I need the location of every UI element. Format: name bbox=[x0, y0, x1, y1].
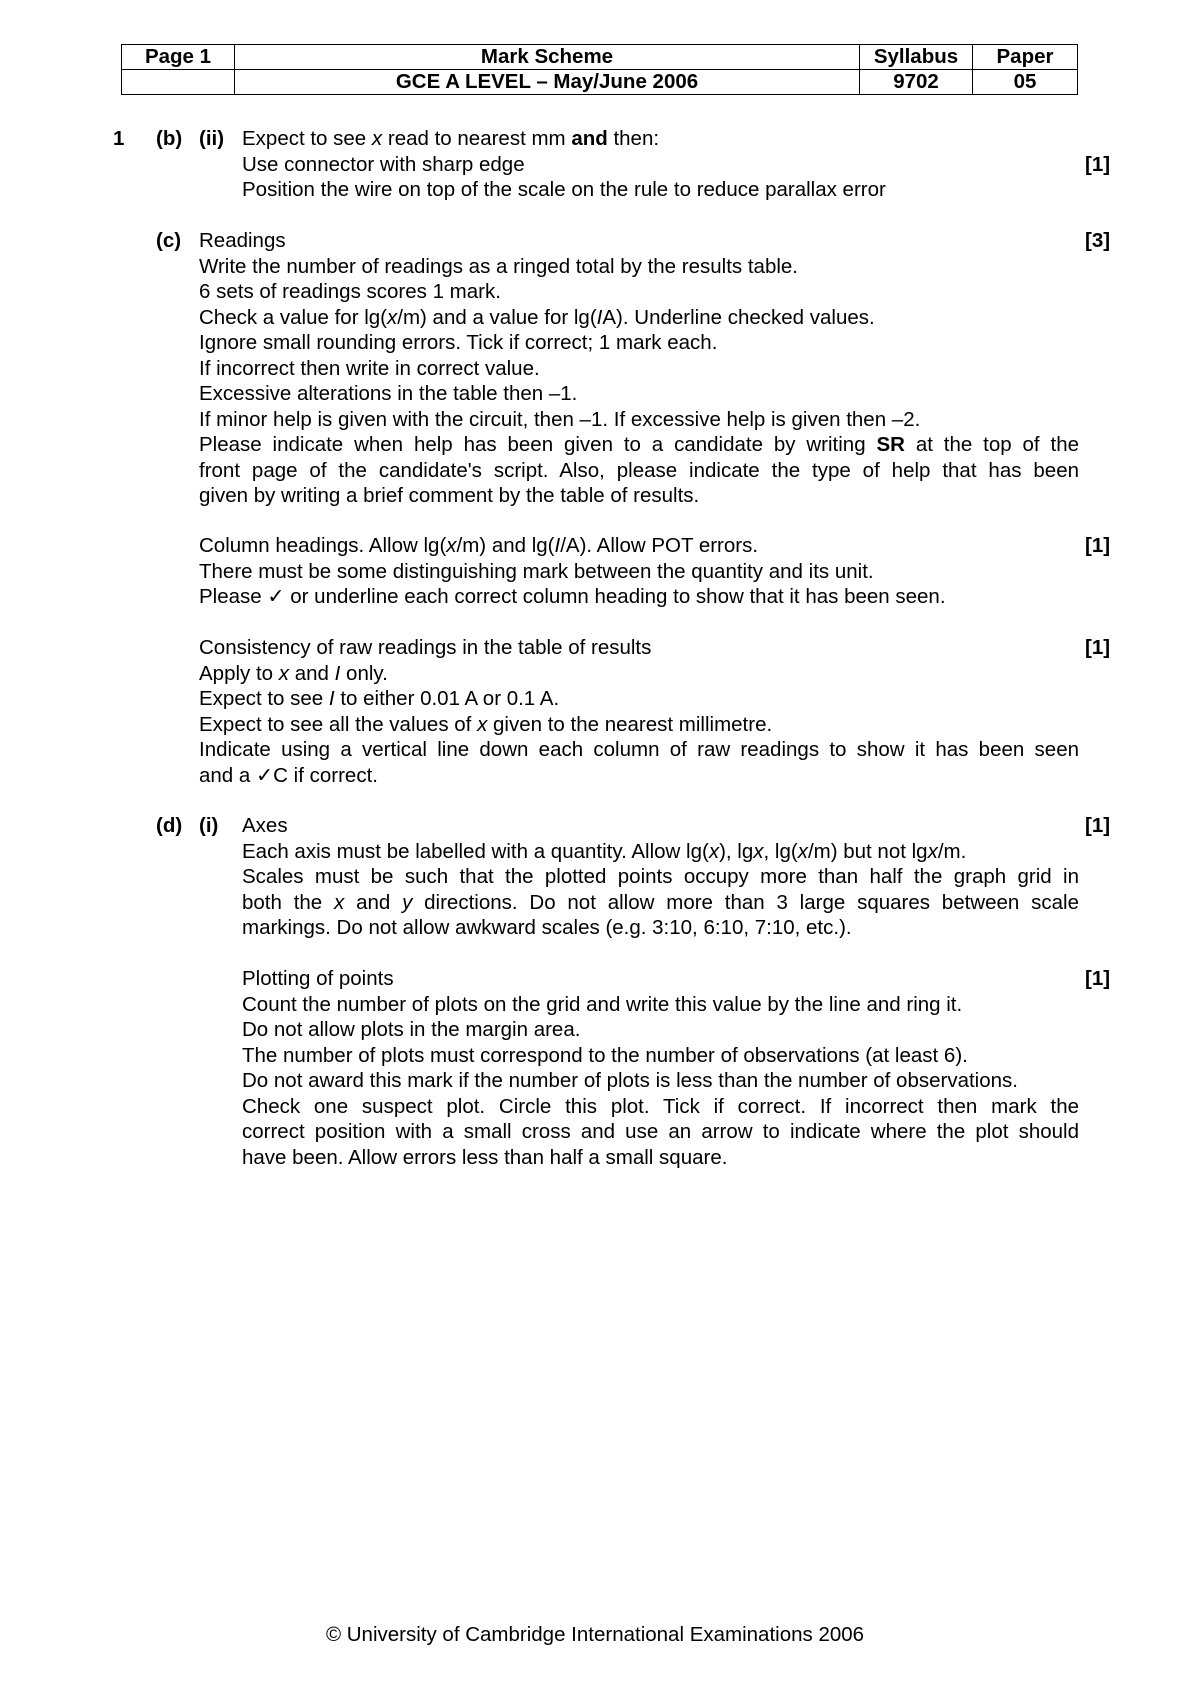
plotting-block bbox=[242, 966, 1079, 1170]
part-b-line-3: Position the wire on top of the scale on the rule to reduce parallax error bbox=[242, 178, 886, 201]
part-b-sub-label: (ii) bbox=[199, 127, 225, 150]
axes-line-1: Each axis must be labelled with a quantity. Allow lg(x), lgx, lg(x/m) but not lgx/m. bbox=[242, 839, 967, 863]
readings-line-5: If incorrect then write in correct value. bbox=[199, 356, 540, 380]
document-title: Mark Scheme bbox=[235, 45, 860, 70]
plotting-line-5: Check one suspect plot. Circle this plot. Tick if correct. If incorrect then mark the bbox=[242, 1094, 1079, 1118]
plotting-line-2: Do not allow plots in the margin area. bbox=[242, 1018, 581, 1041]
column-headings-line-1: Column headings. Allow lg(x/m) and lg(I/A). Allow POT errors. bbox=[199, 534, 759, 557]
copyright-footer: © University of Cambridge International Examinations 2006 bbox=[325, 1623, 865, 1646]
header-table bbox=[121, 44, 1078, 95]
consistency-line-1: Apply to x and I only. bbox=[199, 661, 388, 685]
readings-line-3: Check a value for lg(x/m) and a value for lg(IA). Underline checked values. bbox=[199, 305, 875, 329]
exam-session: GCE A LEVEL – May/June 2006 bbox=[235, 70, 860, 95]
part-b-mark: [1] bbox=[1085, 153, 1111, 176]
consistency-block bbox=[199, 635, 1079, 788]
readings-line-8: Please indicate when help has been given to a candidate by writing SR at the top of the bbox=[199, 433, 1079, 456]
readings-line-7: If minor help is given with the circuit, then –1. If excessive help is given then –2. bbox=[199, 407, 921, 431]
consistency-line-2: Expect to see I to either 0.01 A or 0.1 A. bbox=[199, 687, 560, 710]
syllabus-code: 9702 bbox=[860, 70, 973, 95]
column-headings-mark: [1] bbox=[1085, 534, 1111, 557]
consistency-line-4: Indicate using a vertical line down each column of raw readings to show it has been seen bbox=[199, 738, 1079, 761]
consistency-title: Consistency of raw readings in the table of results bbox=[199, 636, 652, 659]
readings-line-2: 6 sets of readings scores 1 mark. bbox=[199, 280, 501, 303]
plotting-mark: [1] bbox=[1085, 967, 1111, 990]
syllabus-label: Syllabus bbox=[860, 45, 973, 70]
plotting-title: Plotting of points bbox=[242, 967, 394, 990]
part-c-label: (c) bbox=[156, 229, 182, 252]
column-headings-line-2: There must be some distinguishing mark between the quantity and its unit. bbox=[199, 559, 874, 583]
plotting-line-6: correct position with a small cross and use an arrow to indicate where the plot should bbox=[242, 1120, 1079, 1143]
plotting-line-3: The number of plots must correspond to the number of observations (at least 6). bbox=[242, 1043, 968, 1067]
axes-line-3: both the x and y directions. Do not allow more than 3 large squares between scale bbox=[242, 890, 1079, 914]
axes-line-2: Scales must be such that the plotted points occupy more than half the graph grid in bbox=[242, 865, 1079, 888]
page-label: Page 1 bbox=[122, 45, 235, 70]
plotting-line-4: Do not award this mark if the number of plots is less than the number of observations. bbox=[242, 1069, 1018, 1092]
page-blank-cell bbox=[122, 70, 235, 95]
axes-line-4: markings. Do not allow awkward scales (e.g. 3:10, 6:10, 7:10, etc.). bbox=[242, 916, 852, 939]
paper-label: Paper bbox=[973, 45, 1078, 70]
readings-line-9: front page of the candidate's script. Also, please indicate the type of help that has been bbox=[199, 458, 1079, 482]
part-b-line-2: Use connector with sharp edge bbox=[242, 152, 525, 176]
column-headings-block bbox=[199, 533, 1079, 610]
readings-block bbox=[199, 228, 1079, 509]
axes-title: Axes bbox=[242, 814, 288, 837]
part-b-label: (b) bbox=[156, 127, 183, 150]
consistency-line-5: and a ✓C if correct. bbox=[199, 763, 378, 787]
part-d-sub-label: (i) bbox=[199, 814, 219, 837]
plotting-line-7: have been. Allow errors less than half a small square. bbox=[242, 1145, 728, 1169]
paper-number: 05 bbox=[973, 70, 1078, 95]
readings-line-1: Write the number of readings as a ringed total by the results table. bbox=[199, 254, 799, 278]
axes-mark: [1] bbox=[1085, 814, 1111, 837]
consistency-line-3: Expect to see all the values of x given to the nearest millimetre. bbox=[199, 712, 773, 736]
readings-line-10: given by writing a brief comment by the table of results. bbox=[199, 484, 700, 507]
column-headings-line-3: Please ✓ or underline each correct column heading to show that it has been seen. bbox=[199, 585, 946, 608]
part-d-label: (d) bbox=[156, 814, 183, 837]
part-b-text bbox=[242, 126, 1082, 203]
readings-title: Readings bbox=[199, 229, 286, 252]
readings-line-6: Excessive alterations in the table then –1. bbox=[199, 382, 578, 405]
plotting-line-1: Count the number of plots on the grid and write this value by the line and ring it. bbox=[242, 992, 963, 1016]
question-number: 1 bbox=[113, 127, 125, 150]
readings-mark: [3] bbox=[1085, 229, 1111, 252]
readings-line-4: Ignore small rounding errors. Tick if correct; 1 mark each. bbox=[199, 331, 718, 354]
axes-block bbox=[242, 813, 1079, 941]
consistency-mark: [1] bbox=[1085, 636, 1111, 659]
part-b-line-1: Expect to see x read to nearest mm and then: bbox=[242, 127, 660, 150]
